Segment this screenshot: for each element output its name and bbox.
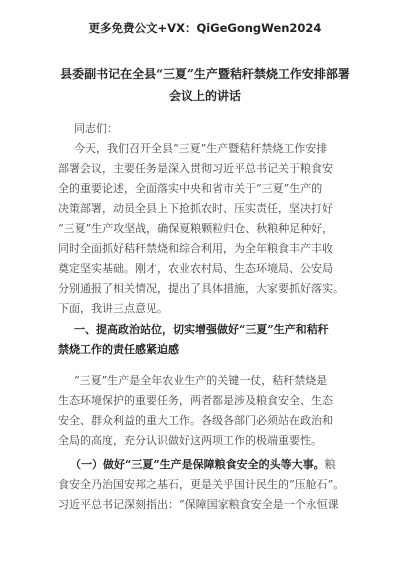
body-line: 今天，我们召开全县“三夏”生产暨秸秆禁烧工作安排 — [74, 142, 328, 155]
body-line: 生态环境保护的重要任务，两者都是涉及粮食安全、生态 — [58, 394, 333, 407]
body-line: 决策部署，动员全县上下抢抓农时、压实责任，坚决打好 — [58, 202, 333, 215]
subsection-line — [70, 458, 336, 472]
promo-banner: 更多免费公文+VX：QiGeGongWen2024 — [88, 21, 322, 35]
body-line: 习近平总书记深刻指出：“保障国家粮食安全是一个永恒课 — [58, 498, 339, 511]
section-heading-line-1: 一、提高政治站位，切实增强做好“三夏”生产和秸秆 — [74, 323, 329, 336]
salutation: 同志们： — [74, 122, 118, 135]
subsection-heading: （一）做好“三夏”生产是保障粮食安全的头等大事。 — [70, 458, 325, 471]
body-line: 食安全乃治国安邦之基石，更是关乎国计民生的“压舱石”。 — [58, 478, 345, 491]
body-line: 奠定坚实基础。刚才，农业农村局、生态环境局、公安局 — [58, 262, 333, 275]
body-line: 分别通报了相关情况，提出了具体措施，大家要抓好落实。 — [58, 282, 344, 295]
body-line: 全局的高度，充分认识做好这两项工作的极端重要性。 — [58, 434, 322, 447]
body-line: “三夏”生产攻坚战，确保夏粮颗粒归仓、秋粮种足种好， — [58, 222, 334, 235]
body-line: 下面，我讲三点意见。 — [58, 302, 168, 315]
subsection-tail: 粮 — [324, 458, 336, 471]
body-line: 同时全面抓好秸秆禁烧和综合利用，为全年粮食丰产丰收 — [58, 242, 333, 255]
body-line: 全的重要论述，全面落实中央和省市关于“三夏”生产的 — [58, 182, 323, 195]
body-line: 部署会议，主要任务是深入贯彻习近平总书记关于粮食安 — [58, 162, 333, 175]
section-heading-line-2: 禁烧工作的责任感紧迫感 — [58, 343, 179, 356]
doc-title-line-1: 县委副书记在全县“三夏”生产暨秸秆禁烧工作安排部署 — [60, 67, 350, 81]
body-line: 安全、群众利益的重大工作。各级各部门必须站在政治和 — [58, 414, 333, 427]
doc-title-line-2: 会议上的讲话 — [168, 89, 241, 103]
body-line: “三夏”生产是全年农业生产的关键一仗，秸秆禁烧是 — [74, 374, 328, 387]
